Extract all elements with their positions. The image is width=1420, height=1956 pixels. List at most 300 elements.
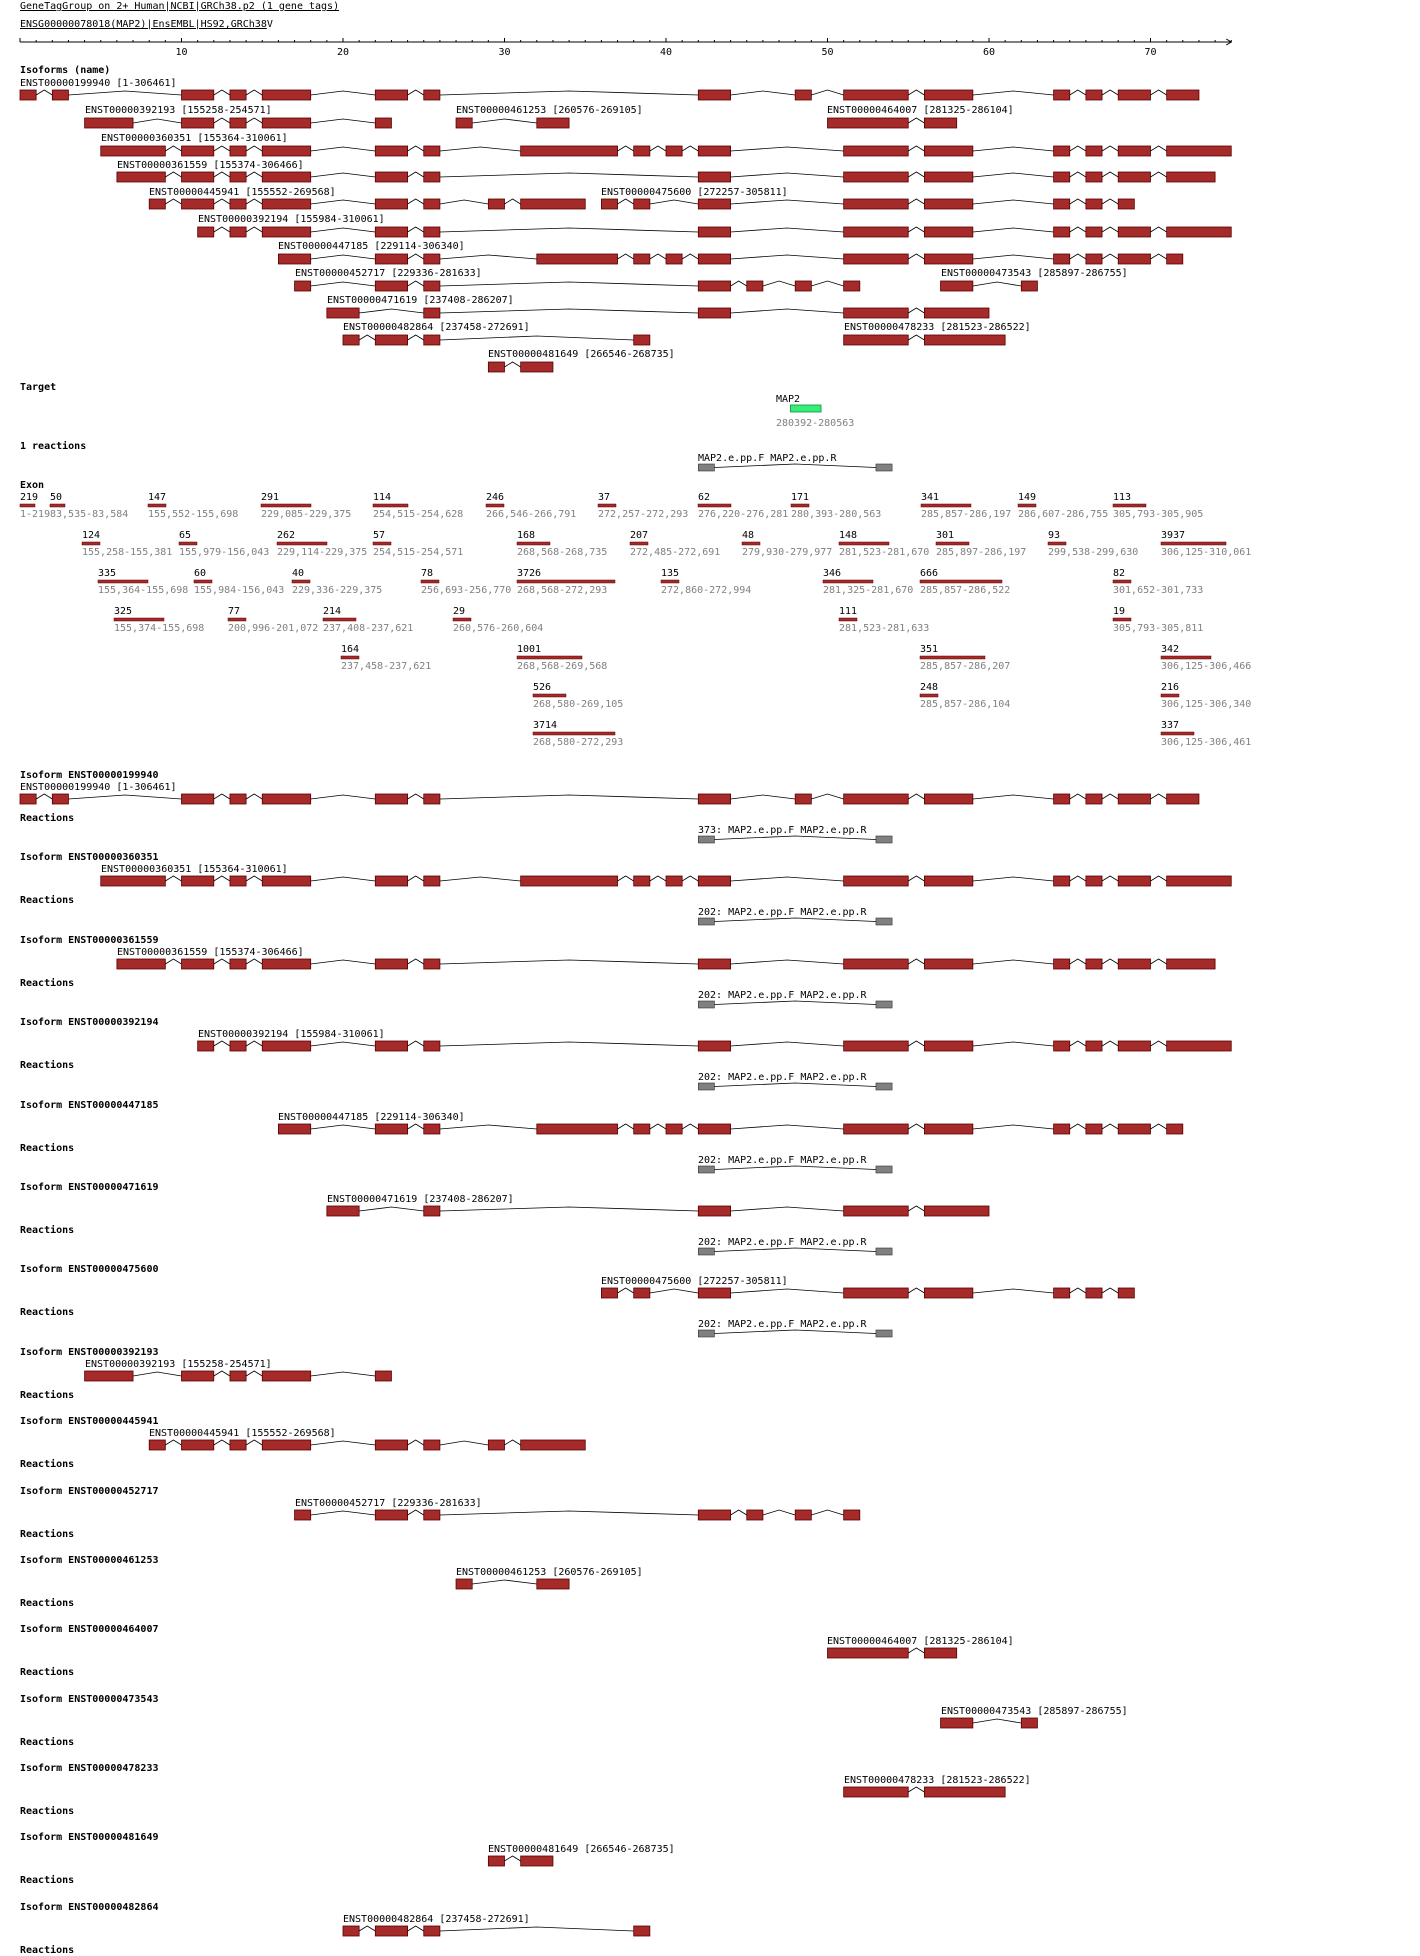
exon-length[interactable]: 62 <box>698 492 711 503</box>
detail-isoform-exon[interactable] <box>182 1371 214 1381</box>
overview-isoform-exon[interactable] <box>20 90 36 100</box>
overview-isoform-exon[interactable] <box>1021 281 1037 291</box>
overview-isoform-exon[interactable] <box>844 146 909 156</box>
overview-isoform-exon[interactable] <box>698 308 730 318</box>
primer-forward[interactable] <box>698 1330 714 1337</box>
overview-isoform-exon[interactable] <box>537 118 569 128</box>
overview-isoform-exon[interactable] <box>262 90 310 100</box>
overview-isoform-exon[interactable] <box>924 146 972 156</box>
detail-isoform-exon[interactable] <box>424 794 440 804</box>
detail-isoform-exon[interactable] <box>182 794 214 804</box>
overview-isoform-exon[interactable] <box>795 90 811 100</box>
detail-isoform-exon[interactable] <box>1054 1041 1070 1051</box>
exon-length[interactable]: 526 <box>533 682 552 693</box>
exon-length[interactable]: 337 <box>1161 720 1180 731</box>
exon-bar[interactable] <box>533 732 615 735</box>
overview-isoform-exon[interactable] <box>698 227 730 237</box>
detail-isoform-exon[interactable] <box>844 1288 909 1298</box>
overview-isoform-exon[interactable] <box>230 146 246 156</box>
gene-link[interactable]: ENSG00000078018(MAP2)|EnsEMBL|HS92,GRCh38 <box>20 19 267 30</box>
overview-isoform-exon[interactable] <box>924 308 989 318</box>
target-label[interactable]: MAP2 <box>776 394 801 405</box>
overview-isoform-exon[interactable] <box>698 146 730 156</box>
detail-isoform-exon[interactable] <box>375 1041 407 1051</box>
primer-forward[interactable] <box>698 1083 714 1090</box>
detail-isoform-exon[interactable] <box>375 1440 407 1450</box>
overview-isoform-exon[interactable] <box>844 90 909 100</box>
overview-isoform-exon[interactable] <box>634 254 650 264</box>
overview-isoform-exon[interactable] <box>424 146 440 156</box>
exon-length[interactable]: 301 <box>936 530 955 541</box>
detail-isoform-exon[interactable] <box>1118 794 1150 804</box>
overview-isoform-exon[interactable] <box>343 335 359 345</box>
detail-isoform-exon[interactable] <box>375 959 407 969</box>
detail-isoform-exon[interactable] <box>149 1440 165 1450</box>
overview-isoform-exon[interactable] <box>182 118 214 128</box>
exon-length[interactable]: 171 <box>791 492 810 503</box>
exon-bar[interactable] <box>921 504 971 507</box>
overview-isoform-label[interactable] <box>343 322 530 333</box>
overview-isoform-exon[interactable] <box>634 146 650 156</box>
overview-isoform-exon[interactable] <box>698 90 730 100</box>
exon-length[interactable]: 37 <box>598 492 611 503</box>
exon-bar[interactable] <box>453 618 471 621</box>
detail-isoform-exon[interactable] <box>828 1648 909 1658</box>
overview-isoform-exon[interactable] <box>634 335 650 345</box>
detail-isoform-exon[interactable] <box>844 1206 909 1216</box>
detail-isoform-label[interactable] <box>941 1706 1128 1717</box>
detail-isoform-exon[interactable] <box>1054 1124 1070 1134</box>
exon-length[interactable]: 219 <box>20 492 39 503</box>
exon-length[interactable]: 3726 <box>517 568 542 579</box>
detail-isoform-exon[interactable] <box>844 876 909 886</box>
overview-isoform-exon[interactable] <box>101 146 166 156</box>
overview-isoform-exon[interactable] <box>924 335 1005 345</box>
detail-isoform-exon[interactable] <box>537 1579 569 1589</box>
detail-isoform-exon[interactable] <box>1118 1288 1134 1298</box>
overview-isoform-exon[interactable] <box>698 254 730 264</box>
overview-isoform-exon[interactable] <box>1118 199 1134 209</box>
overview-isoform-exon[interactable] <box>941 281 973 291</box>
overview-isoform-label[interactable] <box>327 295 514 306</box>
exon-bar[interactable] <box>1113 580 1131 583</box>
overview-isoform-exon[interactable] <box>666 254 682 264</box>
detail-isoform-exon[interactable] <box>924 1648 956 1658</box>
overview-isoform-exon[interactable] <box>1086 227 1102 237</box>
overview-isoform-exon[interactable] <box>85 118 133 128</box>
exon-bar[interactable] <box>920 656 985 659</box>
overview-isoform-exon[interactable] <box>1086 172 1102 182</box>
exon-bar[interactable] <box>839 542 889 545</box>
detail-isoform-exon[interactable] <box>1086 959 1102 969</box>
detail-isoform-exon[interactable] <box>262 1371 310 1381</box>
detail-isoform-exon[interactable] <box>1054 959 1070 969</box>
detail-isoform-label[interactable] <box>844 1775 1031 1786</box>
overview-isoform-exon[interactable] <box>698 199 730 209</box>
overview-isoform-exon[interactable] <box>262 146 310 156</box>
detail-isoform-exon[interactable] <box>666 876 682 886</box>
detail-isoform-exon[interactable] <box>844 959 909 969</box>
detail-isoform-exon[interactable] <box>1086 876 1102 886</box>
detail-isoform-exon[interactable] <box>262 1041 310 1051</box>
overview-isoform-exon[interactable] <box>844 227 909 237</box>
overview-isoform-exon[interactable] <box>375 172 407 182</box>
primer-forward[interactable] <box>698 464 714 471</box>
overview-isoform-exon[interactable] <box>1118 146 1150 156</box>
detail-isoform-exon[interactable] <box>424 1206 440 1216</box>
title-link[interactable]: GeneTagGroup on 2+ Human|NCBI|GRCh38.p2 (1 gene tags) <box>20 1 340 12</box>
gene-expand-icon[interactable]: V <box>266 19 273 30</box>
overview-isoform-exon[interactable] <box>924 227 972 237</box>
detail-isoform-exon[interactable] <box>698 876 730 886</box>
primer-forward[interactable] <box>698 918 714 925</box>
overview-isoform-exon[interactable] <box>1167 227 1232 237</box>
overview-isoform-exon[interactable] <box>230 199 246 209</box>
detail-isoform-exon[interactable] <box>1118 1041 1150 1051</box>
exon-length[interactable]: 325 <box>114 606 133 617</box>
exon-bar[interactable] <box>1018 504 1036 507</box>
exon-bar[interactable] <box>194 580 212 583</box>
exon-length[interactable]: 3937 <box>1161 530 1186 541</box>
reaction-detail[interactable]: 202: MAP2.e.pp.F MAP2.e.pp.R <box>698 1237 867 1248</box>
exon-bar[interactable] <box>517 542 550 545</box>
overview-isoform-exon[interactable] <box>924 199 972 209</box>
detail-isoform-exon[interactable] <box>424 876 440 886</box>
detail-isoform-exon[interactable] <box>198 1041 214 1051</box>
overview-isoform-exon[interactable] <box>795 281 811 291</box>
detail-isoform-label[interactable] <box>601 1276 788 1287</box>
detail-isoform-exon[interactable] <box>262 794 310 804</box>
overview-isoform-exon[interactable] <box>924 118 956 128</box>
exon-length[interactable]: 291 <box>261 492 280 503</box>
exon-bar[interactable] <box>839 618 857 621</box>
overview-isoform-exon[interactable] <box>424 227 440 237</box>
detail-isoform-exon[interactable] <box>1021 1718 1037 1728</box>
detail-isoform-exon[interactable] <box>488 1856 504 1866</box>
exon-bar[interactable] <box>661 580 679 583</box>
detail-isoform-exon[interactable] <box>1054 1288 1070 1298</box>
detail-isoform-exon[interactable] <box>698 1288 730 1298</box>
detail-isoform-label[interactable] <box>827 1636 1014 1647</box>
overview-isoform-exon[interactable] <box>1086 199 1102 209</box>
detail-isoform-exon[interactable] <box>230 1440 246 1450</box>
primer-reverse[interactable] <box>876 1330 892 1337</box>
overview-isoform-exon[interactable] <box>666 146 682 156</box>
detail-isoform-exon[interactable] <box>844 1510 860 1520</box>
detail-isoform-exon[interactable] <box>521 1856 553 1866</box>
detail-isoform-exon[interactable] <box>924 1041 972 1051</box>
detail-isoform-exon[interactable] <box>295 1510 311 1520</box>
detail-isoform-exon[interactable] <box>698 794 730 804</box>
detail-isoform-exon[interactable] <box>924 794 972 804</box>
reaction-detail[interactable]: 202: MAP2.e.pp.F MAP2.e.pp.R <box>698 1319 867 1330</box>
overview-isoform-label[interactable] <box>827 105 1014 116</box>
exon-bar[interactable] <box>1048 542 1066 545</box>
primer-forward[interactable] <box>698 1166 714 1173</box>
detail-isoform-exon[interactable] <box>698 959 730 969</box>
detail-isoform-exon[interactable] <box>698 1041 730 1051</box>
detail-isoform-exon[interactable] <box>85 1371 133 1381</box>
overview-isoform-exon[interactable] <box>1086 90 1102 100</box>
detail-isoform-exon[interactable] <box>844 794 909 804</box>
overview-isoform-label[interactable] <box>101 133 288 144</box>
primer-forward[interactable] <box>698 1248 714 1255</box>
overview-isoform-exon[interactable] <box>488 199 504 209</box>
overview-isoform-exon[interactable] <box>601 199 617 209</box>
detail-isoform-label[interactable] <box>149 1428 336 1439</box>
exon-length[interactable]: 77 <box>228 606 241 617</box>
detail-isoform-exon[interactable] <box>634 1288 650 1298</box>
detail-isoform-exon[interactable] <box>1167 1041 1232 1051</box>
exon-bar[interactable] <box>421 580 439 583</box>
primer-reverse[interactable] <box>876 836 892 843</box>
detail-isoform-exon[interactable] <box>101 876 166 886</box>
target-box[interactable] <box>790 405 821 412</box>
overview-isoform-exon[interactable] <box>844 172 909 182</box>
detail-isoform-exon[interactable] <box>521 876 618 886</box>
detail-isoform-exon[interactable] <box>1167 876 1232 886</box>
detail-isoform-exon[interactable] <box>1086 1124 1102 1134</box>
exon-length[interactable]: 135 <box>661 568 680 579</box>
primer-reverse[interactable] <box>876 1248 892 1255</box>
overview-isoform-exon[interactable] <box>230 118 246 128</box>
detail-isoform-exon[interactable] <box>698 1206 730 1216</box>
detail-isoform-label[interactable] <box>456 1567 643 1578</box>
overview-isoform-label[interactable] <box>601 187 788 198</box>
overview-isoform-exon[interactable] <box>698 172 730 182</box>
exon-bar[interactable] <box>486 504 504 507</box>
overview-isoform-label[interactable] <box>488 349 675 360</box>
exon-length[interactable]: 40 <box>292 568 305 579</box>
detail-isoform-exon[interactable] <box>375 876 407 886</box>
overview-isoform-exon[interactable] <box>52 90 68 100</box>
detail-isoform-exon[interactable] <box>488 1440 504 1450</box>
detail-isoform-exon[interactable] <box>182 1440 214 1450</box>
overview-isoform-exon[interactable] <box>424 254 440 264</box>
overview-isoform-exon[interactable] <box>182 146 214 156</box>
exon-length[interactable]: 29 <box>453 606 466 617</box>
overview-isoform-exon[interactable] <box>844 308 909 318</box>
exon-bar[interactable] <box>1161 732 1194 735</box>
detail-isoform-exon[interactable] <box>424 1926 440 1936</box>
exon-bar[interactable] <box>292 580 310 583</box>
exon-bar[interactable] <box>630 542 648 545</box>
detail-isoform-exon[interactable] <box>537 1124 618 1134</box>
exon-bar[interactable] <box>920 580 1002 583</box>
detail-isoform-exon[interactable] <box>375 1371 391 1381</box>
overview-isoform-exon[interactable] <box>924 254 972 264</box>
overview-isoform-exon[interactable] <box>537 254 618 264</box>
exon-length[interactable]: 50 <box>50 492 63 503</box>
overview-isoform-exon[interactable] <box>924 90 972 100</box>
detail-isoform-exon[interactable] <box>698 1510 730 1520</box>
exon-bar[interactable] <box>598 504 616 507</box>
overview-isoform-exon[interactable] <box>375 118 391 128</box>
overview-isoform-exon[interactable] <box>262 118 310 128</box>
overview-isoform-label[interactable] <box>278 241 465 252</box>
exon-length[interactable]: 57 <box>373 530 386 541</box>
overview-isoform-exon[interactable] <box>1118 227 1150 237</box>
detail-isoform-label[interactable] <box>488 1844 675 1855</box>
primer-reverse[interactable] <box>876 1001 892 1008</box>
overview-isoform-exon[interactable] <box>1054 254 1070 264</box>
exon-length[interactable]: 124 <box>82 530 101 541</box>
exon-bar[interactable] <box>698 504 731 507</box>
detail-isoform-exon[interactable] <box>456 1579 472 1589</box>
exon-bar[interactable] <box>517 580 615 583</box>
exon-length[interactable]: 342 <box>1161 644 1180 655</box>
exon-length[interactable]: 93 <box>1048 530 1061 541</box>
detail-isoform-exon[interactable] <box>1118 959 1150 969</box>
detail-isoform-label[interactable] <box>85 1359 272 1370</box>
detail-isoform-exon[interactable] <box>698 1124 730 1134</box>
detail-isoform-exon[interactable] <box>375 794 407 804</box>
exon-bar[interactable] <box>742 542 760 545</box>
exon-bar[interactable] <box>920 694 938 697</box>
detail-isoform-label[interactable] <box>278 1112 465 1123</box>
overview-isoform-exon[interactable] <box>1118 254 1150 264</box>
detail-isoform-exon[interactable] <box>795 1510 811 1520</box>
overview-isoform-exon[interactable] <box>828 118 909 128</box>
overview-isoform-exon[interactable] <box>262 199 310 209</box>
exon-length[interactable]: 248 <box>920 682 939 693</box>
detail-isoform-exon[interactable] <box>230 959 246 969</box>
exon-bar[interactable] <box>50 504 65 507</box>
overview-isoform-exon[interactable] <box>375 199 407 209</box>
overview-isoform-label[interactable] <box>198 214 385 225</box>
detail-isoform-exon[interactable] <box>327 1206 359 1216</box>
exon-length[interactable]: 262 <box>277 530 296 541</box>
detail-isoform-label[interactable] <box>20 782 177 793</box>
overview-isoform-exon[interactable] <box>1086 146 1102 156</box>
detail-isoform-exon[interactable] <box>924 1288 972 1298</box>
exon-bar[interactable] <box>179 542 197 545</box>
overview-isoform-label[interactable] <box>456 105 643 116</box>
overview-isoform-exon[interactable] <box>1167 146 1232 156</box>
overview-isoform-exon[interactable] <box>1118 172 1150 182</box>
reaction-detail[interactable]: 202: MAP2.e.pp.F MAP2.e.pp.R <box>698 907 867 918</box>
detail-isoform-exon[interactable] <box>941 1718 973 1728</box>
detail-isoform-exon[interactable] <box>1167 794 1199 804</box>
overview-isoform-exon[interactable] <box>262 172 310 182</box>
overview-isoform-exon[interactable] <box>424 172 440 182</box>
detail-isoform-exon[interactable] <box>424 1041 440 1051</box>
exon-bar[interactable] <box>1161 656 1211 659</box>
exon-length[interactable]: 164 <box>341 644 360 655</box>
overview-isoform-label[interactable] <box>85 105 272 116</box>
primer-reverse[interactable] <box>876 464 892 471</box>
overview-isoform-exon[interactable] <box>488 362 504 372</box>
detail-isoform-label[interactable] <box>295 1498 482 1509</box>
overview-isoform-exon[interactable] <box>182 199 214 209</box>
overview-isoform-exon[interactable] <box>844 254 909 264</box>
detail-isoform-exon[interactable] <box>1167 959 1215 969</box>
detail-isoform-exon[interactable] <box>182 876 214 886</box>
detail-isoform-exon[interactable] <box>343 1926 359 1936</box>
exon-bar[interactable] <box>323 618 356 621</box>
overview-isoform-exon[interactable] <box>1118 90 1150 100</box>
overview-isoform-exon[interactable] <box>424 90 440 100</box>
detail-isoform-exon[interactable] <box>424 1510 440 1520</box>
overview-isoform-exon[interactable] <box>634 199 650 209</box>
overview-isoform-exon[interactable] <box>375 335 407 345</box>
overview-isoform-exon[interactable] <box>117 172 165 182</box>
detail-isoform-exon[interactable] <box>375 1510 407 1520</box>
exon-bar[interactable] <box>823 580 873 583</box>
exon-length[interactable]: 3714 <box>533 720 558 731</box>
exon-length[interactable]: 111 <box>839 606 858 617</box>
detail-isoform-exon[interactable] <box>262 1440 310 1450</box>
detail-isoform-exon[interactable] <box>1086 794 1102 804</box>
primer-forward[interactable] <box>698 1001 714 1008</box>
exon-bar[interactable] <box>1113 504 1146 507</box>
detail-isoform-exon[interactable] <box>924 1124 972 1134</box>
detail-isoform-exon[interactable] <box>521 1440 586 1450</box>
detail-isoform-exon[interactable] <box>278 1124 310 1134</box>
overview-isoform-exon[interactable] <box>1167 90 1199 100</box>
exon-length[interactable]: 147 <box>148 492 167 503</box>
exon-bar[interactable] <box>1161 694 1179 697</box>
overview-isoform-exon[interactable] <box>521 146 618 156</box>
primer-reverse[interactable] <box>876 918 892 925</box>
overview-isoform-exon[interactable] <box>698 281 730 291</box>
overview-isoform-exon[interactable] <box>375 254 407 264</box>
exon-length[interactable]: 341 <box>921 492 940 503</box>
exon-length[interactable]: 149 <box>1018 492 1037 503</box>
exon-length[interactable]: 1001 <box>517 644 542 655</box>
overview-isoform-exon[interactable] <box>424 308 440 318</box>
detail-isoform-exon[interactable] <box>230 876 246 886</box>
exon-bar[interactable] <box>20 504 35 507</box>
exon-bar[interactable] <box>82 542 100 545</box>
exon-length[interactable]: 214 <box>323 606 342 617</box>
detail-isoform-exon[interactable] <box>795 794 811 804</box>
detail-isoform-exon[interactable] <box>424 1440 440 1450</box>
overview-isoform-label[interactable] <box>295 268 482 279</box>
exon-bar[interactable] <box>373 504 408 507</box>
detail-isoform-exon[interactable] <box>844 1787 909 1797</box>
detail-isoform-exon[interactable] <box>924 1206 989 1216</box>
reaction-detail[interactable]: 202: MAP2.e.pp.F MAP2.e.pp.R <box>698 990 867 1001</box>
exon-bar[interactable] <box>533 694 566 697</box>
exon-length[interactable]: 216 <box>1161 682 1180 693</box>
exon-bar[interactable] <box>114 618 164 621</box>
overview-isoform-exon[interactable] <box>295 281 311 291</box>
overview-isoform-exon[interactable] <box>375 90 407 100</box>
detail-isoform-exon[interactable] <box>262 959 310 969</box>
detail-isoform-exon[interactable] <box>1086 1041 1102 1051</box>
overview-isoform-label[interactable] <box>117 160 304 171</box>
exon-length[interactable]: 65 <box>179 530 192 541</box>
detail-isoform-exon[interactable] <box>1086 1288 1102 1298</box>
detail-isoform-exon[interactable] <box>634 876 650 886</box>
exon-length[interactable]: 19 <box>1113 606 1126 617</box>
exon-length[interactable]: 246 <box>486 492 505 503</box>
detail-isoform-exon[interactable] <box>424 959 440 969</box>
exon-bar[interactable] <box>936 542 969 545</box>
overview-isoform-exon[interactable] <box>424 199 440 209</box>
exon-bar[interactable] <box>261 504 311 507</box>
overview-isoform-exon[interactable] <box>1086 254 1102 264</box>
exon-length[interactable]: 168 <box>517 530 536 541</box>
exon-length[interactable]: 114 <box>373 492 392 503</box>
detail-isoform-exon[interactable] <box>1054 794 1070 804</box>
exon-bar[interactable] <box>148 504 166 507</box>
exon-length[interactable]: 113 <box>1113 492 1132 503</box>
overview-isoform-exon[interactable] <box>327 308 359 318</box>
overview-isoform-exon[interactable] <box>424 335 440 345</box>
exon-length[interactable]: 148 <box>839 530 858 541</box>
